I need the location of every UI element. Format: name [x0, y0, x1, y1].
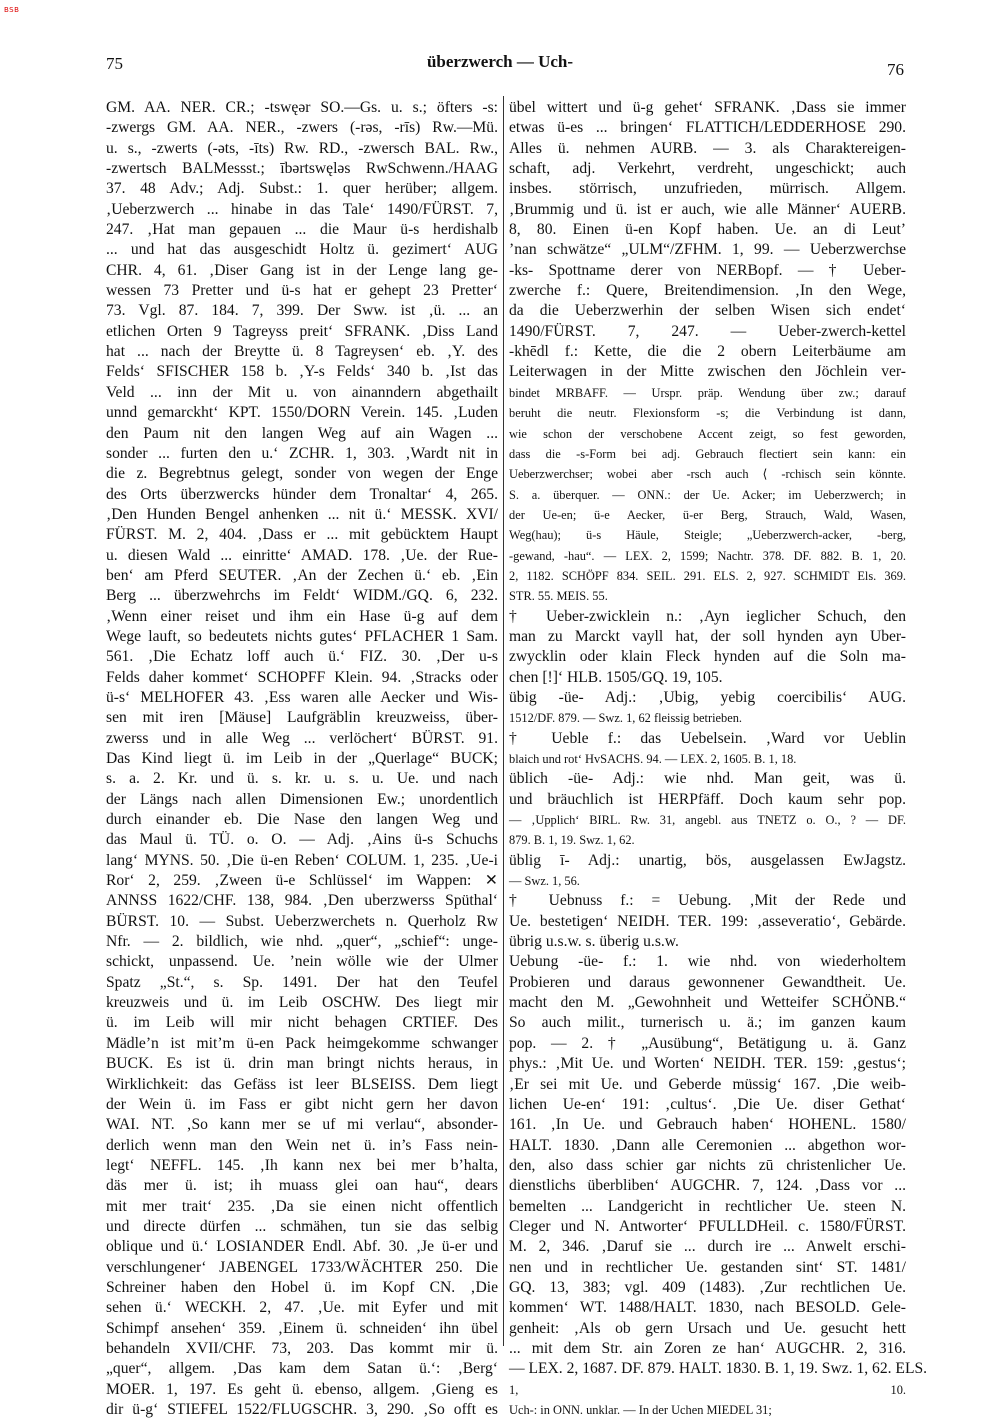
right-column [509, 98, 928, 1417]
left-column-line: Wirklichkeit: das Gefäss ist leer BLSEISS. Dem liegt [106, 1075, 498, 1093]
left-column-line: s. a. 2. Kr. und ü. s. kr. u. s. u. Ue. und nach [106, 770, 498, 788]
right-column-line: zwerche f.: Quere, Breitendimension. ‚In den Wege, [509, 282, 906, 300]
left-column-line: Berg ... überzwehrchs im Feldt‘ WIDM./GQ. 6, 232. [106, 587, 498, 605]
right-column-line: blaich und rot‘ HvSACHS. 94. — LEX. 2, 1605. B. 1, 18. [509, 752, 797, 766]
right-column-line: dienstlichs überbliben‘ AUGCHR. 7, 124. ‚Dass vor ... [509, 1177, 906, 1195]
right-column-line: † Uebnuss f.: = Uebung. ‚Mit der Rede und [509, 892, 906, 910]
left-column-line: dir ü-g‘ STIEFEL 1522/FLUGSCHR. 3, 290. ‚So offt es [106, 1401, 498, 1418]
right-column-line: Alles ü. nehmen AURB. — 3. als Charaktereigen- [509, 139, 906, 157]
left-column-line: CHR. 4, 61. ‚Diser Gang ist in der Lenge lang ge- [106, 261, 498, 279]
left-column-line: Veld ... inn der Mit u. von ainanndern abgethailt [106, 383, 498, 401]
right-column-line: insbes. störrisch, unzufrieden, mürrisch. Allgem. [509, 180, 906, 198]
right-column-line: Ueberzwerchser; wobei aber -rsch auch ⟨ -rchisch sein könnte. [509, 467, 906, 482]
left-column-line: legt‘ NEFFL. 145. ‚Ih kann nex bei mer b’halta, [106, 1156, 498, 1174]
right-column-line: etwas ü-es ... bringen‘ FLATTICH/LEDDERHOSE 290. [509, 119, 906, 137]
right-column-line: Cleger und N. Antworter‘ PFULLDHeil. c. 1580/FÜRST. [509, 1217, 906, 1235]
left-column-line: kreuzweis und ü. im Leib OSCHW. Des liegt mir [106, 994, 498, 1012]
left-column [106, 98, 498, 1418]
left-column-line: Mädle’n ist mit’m ü-en Pack heimgekomme schwanger [106, 1034, 498, 1052]
left-column-line: -zwertsch BALMessst.; ībərtswęləs RwSchwenn./HAAG [106, 160, 498, 178]
left-column-line: u. s., -zwerts (-əts, -īts) Rw. RD., -zwersch BAL. Rw., [106, 139, 498, 157]
right-column-line: da die Ueberzwerhin der selben Wisen sich endet‘ [509, 302, 906, 320]
right-column-line: man zu Marckt vayll hat, der soll hynden ayn Uber- [509, 627, 906, 645]
right-column-line: STR. 55. MEIS. 55. [509, 589, 608, 604]
left-column-line: „quer“, allgem. ‚Das kam dem Satan ü.‘: ‚Berg‘ [106, 1360, 498, 1378]
right-column-line: M. 2, 346. ‚Daruf sie ... durch ire ... Anwelt erschi- [509, 1238, 906, 1256]
left-column-line: oblique und ü.‘ LOSIANDER Endl. Abf. 30. ‚Je ü-er und [106, 1238, 498, 1256]
right-column-line: bemelten ... Landgericht in rechtlicher Ue. steen N. [509, 1197, 906, 1215]
right-column-line: genheit: ‚Als ob gern Ursach und Ue. gesucht hett [509, 1319, 906, 1337]
page-number-left: 75 [106, 54, 123, 73]
left-column-line: ‚Wenn einer reiset und ihm ein Hase ü-g auf dem [106, 607, 498, 625]
right-column-line: GQ. 13, 383; vgl. 409 (1483). ‚Zur rechtlichen Ue. [509, 1278, 906, 1296]
left-column-line: 561. ‚Die Echatz loff auch ü.‘ FIZ. 30. ‚Der u-s [106, 648, 498, 666]
left-column-line: däs mer ü. ist; ih muass glei oan hau“, dears [106, 1177, 498, 1195]
right-column-line: übrig u.s.w. s. überig u.s.w. [509, 933, 679, 951]
left-column-line: 73. Vgl. 87. 184. 7, 399. Der Sww. ist ‚ü. ... an [106, 302, 498, 320]
left-column-line: unnd gemarckht‘ KPT. 1550/DORN Verein. 145. ‚Luden [106, 404, 498, 422]
right-column-line: zwycklin oder klain Fleck hynden auf die Soln ma- [509, 648, 906, 666]
left-column-line: lang‘ MYNS. 50. ‚Die ü-en Reben‘ COLUM. 1, 235. ‚Ue-i [106, 851, 498, 869]
right-column-line: beruht die neutr. Flexionsform -s; die Verbindung ist dann, [509, 406, 906, 421]
right-column-line: Ue. bestetigen‘ NEIDH. TER. 199: ‚asseveratio‘, Gebärde. [509, 912, 906, 930]
left-column-line: etlichen Orten 9 Tagreyss preit‘ SFRANK. ‚Diss Land [106, 322, 498, 340]
left-column-line: Felds‘ SFISCHER 158 b. ‚Y-s Felds‘ 340 b. ‚Ist das [106, 363, 498, 381]
left-column-line: verschlungener‘ JABENGEL 1733/WÄCHTER 250. Die [106, 1258, 498, 1276]
left-column-line: ü. im Leib will mir nicht behagen CRTIEF. Des [106, 1014, 498, 1032]
right-column-line: -ks- Spottname derer von NERBopf. — † Ueber- [509, 261, 906, 279]
left-column-line: Nfr. — 2. bildlich, wie nhd. „quer“, „schief“: unge- [106, 933, 498, 951]
left-column-line: der Längs nach allen Dimensionen Ew.; unordentlich [106, 790, 498, 808]
left-column-line: ‚Ueberzwerch ... hinabe in das Tale‘ 1490/FÜRST. 7, [106, 200, 498, 218]
left-column-line: ANNSS 1622/CHF. 138, 984. ‚Den uberzwerss Spüthal‘ [106, 892, 498, 910]
right-column-line: bindet MRBAFF. — Urspr. präp. Wendung über zw.; darauf [509, 385, 906, 400]
left-column-line: Schimpf ansehen‘ 359. ‚Einem ü. schneiden‘ ihn übel [106, 1319, 498, 1337]
left-column-line: das Maul ü. TÜ. o. O. — Adj. ‚Ains ü-s Schuchs [106, 831, 498, 849]
right-column-line: — Swz. 1, 56. [509, 874, 580, 889]
left-column-line: BÜRST. 10. — Subst. Ueberzwerchets n. Querholz Rw [106, 912, 498, 930]
right-column-line: ‚Brummig und ü. ist er auch, wie alle Männer‘ AUERB. [509, 200, 906, 218]
left-column-line: Spatz „St.“, s. Sp. 1491. Der hat den Teufel [106, 973, 498, 991]
left-column-line: die z. Begrebtnus gelegt, sonder von wegen der Enge [106, 465, 498, 483]
left-column-line: Schreiner haben den Hobel ü. im Kopf CN. ‚Die [106, 1278, 498, 1296]
right-column-line: 879. B. 1, 19. Swz. 1, 62. [509, 833, 635, 848]
right-column-line: 1, 10. [509, 1382, 906, 1397]
right-column-line: ... mit dem Str. ain Zoren ze han‘ AUGCHR. 2, 316. [509, 1339, 906, 1357]
right-column-line: ‚Er sei mit Ue. und Geberde müssig‘ 167. ‚Die weib- [509, 1075, 906, 1093]
left-column-line: MOER. 1, 197. Es geht ü. ebenso, allgem. ‚Gieng es [106, 1380, 498, 1398]
right-column-line: dass die -s-Form bei adj. Gebrauch flectiert sein kann: ein [509, 446, 906, 461]
library-stamp: BSB [4, 6, 20, 14]
right-column-line: -khēdl f.: Kette, die die 2 obern Leiterbäume am [509, 343, 906, 361]
left-column-line: 37. 48 Adv.; Adj. Subst.: 1. quer herüber; allgem. [106, 180, 498, 198]
left-column-line: den Paum nit den langen Weg auf ain Wagen ... [106, 424, 498, 442]
left-column-line: sehen ü.‘ WECKH. 2, 47. ‚Ue. mit Eyfer und mit [106, 1299, 498, 1317]
right-column-line: -gewand, -hau“. — LEX. 2, 1599; Nachtr. 378. DF. 882. B. 1, 20. [509, 548, 906, 563]
right-column-line: 1512/DF. 879. — Swz. 1, 62 fleissig betrieben. [509, 711, 743, 726]
left-column-line: und directe dürfen ... schmähen, tun sie das selbig [106, 1217, 498, 1235]
left-column-line: der Wein ü. im Fass er gibt nicht gern her davon [106, 1095, 498, 1113]
left-column-line: ben‘ am Pferd SEUTER. ‚An der Zechen ü.‘ eb. ‚Ein [106, 566, 498, 584]
left-column-line: FÜRST. M. 2, 404. ‚Dass er ... mit gebücktem Haupt [106, 526, 498, 544]
left-column-line: ... und hat das ausgeschidt Holtz ü. gezimert‘ AUG [106, 241, 498, 259]
left-column-line: u. diesen Wald ... einritte‘ AMAD. 178. ‚Ue. der Rue- [106, 546, 498, 564]
right-column-line: — LEX. 2, 1687. DF. 879. HALT. 1830. B. 1, 19. Swz. 1, 62. ELS. [509, 1360, 928, 1378]
right-column-line: † Ueber-zwicklein n.: ‚Ayn ieglicher Schuch, den [509, 607, 906, 625]
right-column-line: So auch milit., turnerisch u. ä.; im ganzen kaum [509, 1014, 906, 1032]
left-column-line: derlich wenn man den Wein net ü. in’s Fass nein- [106, 1136, 498, 1154]
right-column-line: üblig ī- Adj.: unartig, bös, ausgelassen EwJagstz. [509, 851, 906, 869]
left-column-line: wessen 73 Pretter und ü-s hat er gehept 23 Pretter‘ [106, 282, 498, 300]
page-number-right: 76 [887, 60, 904, 79]
right-column-line: chen [!]‘ HLB. 1505/GQ. 19, 105. [509, 668, 723, 686]
right-column-line: Probieren und daraus gewonnener Gewandtheit. Ue. [509, 973, 906, 991]
right-column-line: nen und in rechtlicher Ue. gestanden sint‘ ST. 1481/ [509, 1258, 906, 1276]
right-column-line: 1490/FÜRST. 7, 247. — Ueber-zwerch-kettel [509, 322, 906, 340]
right-column-line: übig -üe- Adj.: ‚Ubig, yebig coercibilis‘ AUG. [509, 688, 906, 706]
left-column-line: WAI. NT. ‚So kann mer se uf mi verlau“, absonder- [106, 1116, 498, 1134]
right-column-line: den, also dass schier gar nichts zū christenlicher Ue. [509, 1156, 906, 1174]
right-column-line: und bräuchlich ist HERPfäff. Doch kaum sehr pop. [509, 790, 906, 808]
left-column-line: des Orts überzwercks hünder dem Tronaltar‘ 4, 265. [106, 485, 498, 503]
right-column-line: HALT. 1830. ‚Dann alle Ceremonien ... abgethon wor- [509, 1136, 906, 1154]
right-column-line: 161. ‚In Ue. und Gebrauch haben‘ HOHENL. 1580/ [509, 1116, 906, 1134]
right-column-line: Uch-: in ONN. unklar. — In der Uchen MIEDEL 31; [509, 1403, 772, 1417]
left-column-line: sen mit iren [Mäuse] Laufgräblin kreuzweiss, über- [106, 709, 498, 727]
left-column-line: Wege lauft, so bedeutets nichts gutes‘ PFLACHER 1 Sam. [106, 627, 498, 645]
right-column-line: üblich -üe- Adj.: wie nhd. Man geit, was ü. [509, 770, 906, 788]
right-column-line: Leiterwagen in der Mitte zwischen den Jöchlein ver- [509, 363, 906, 381]
left-column-line: hat ... nach der Breytte ü. 8 Tagreysen‘ eb. ‚Y. des [106, 343, 498, 361]
left-column-line: -zwergs GM. AA. NER., -zwers (-rəs, -rīs) Rw.—Mü. [106, 119, 498, 137]
left-column-line: durch einander eb. Die Nase den langen Weg und [106, 811, 498, 829]
left-column-line: Ror‘ 2, 259. ‚Zween ü-e Schlüssel‘ im Wappen: ✕ [106, 872, 498, 890]
left-column-line: mit mer trait‘ 235. ‚Da sie einen nicht offentlich [106, 1197, 498, 1215]
left-column-line: BUCK. Es ist ü. drin man bringt nichts heraus, in [106, 1055, 498, 1073]
right-column-line: — ‚Upplich‘ BIRL. Rw. 31, angebl. aus TNETZ o. O., ? — DF. [509, 813, 906, 828]
left-column-line: Das Kind liegt ü. im Leib in der „Querlage“ BUCK; [106, 750, 498, 767]
right-column-line: pop. — 2. † „Ausübung“, Betätigung u. ä. Ganz [509, 1034, 906, 1052]
right-column-line: ’nan schwätze“ „ULM“/ZFHM. 1, 99. — Ueberzwerchse [509, 241, 906, 259]
right-column-line: macht den M. „Gewohnheit und Wetteifer SCHÖNB.“ [509, 994, 906, 1012]
left-column-line: ü-s‘ MELHOFER 43. ‚Ess waren alle Aecker und Wis- [106, 688, 498, 706]
right-column-line: S. a. überquer. — ONN.: der Ue. Acker; im Ueberzwerch; in [509, 487, 906, 502]
running-header: überzwerch — Uch- [426, 52, 574, 71]
right-column-line: kommen‘ WT. 1488/HALT. 1830, nach BESOLD. Gele- [509, 1299, 906, 1317]
left-column-line: sonder ... furten den u.‘ ZCHR. 1, 303. ‚Wardt nit in [106, 444, 498, 462]
left-column-line: Felds daher kommet‘ SCHOPFF Klein. 94. ‚Stracks oder [106, 668, 498, 686]
right-column-line: † Ueble f.: das Uebelsein. ‚Ward vor Ueblin [509, 729, 906, 747]
left-column-line: behandeln XVII/CHF. 73, 203. Das kommt mir ü. [106, 1339, 498, 1357]
right-column-line: phys.: ‚Mit Ue. und Worten‘ NEIDH. TER. 159: ‚gestus‘; [509, 1055, 906, 1073]
right-column-line: 2, 1182. SCHÖPF 834. SEIL. 291. ELS. 2, 927. SCHMIDT Els. 369. [509, 568, 906, 583]
right-column-line: schaft, adj. Verkehrt, verdreht, ungeschickt; auch [509, 160, 906, 178]
right-column-line: der Ue-en; ü-e Aecker, ü-er Berg, Strauch, Wald, Wasen, [509, 507, 906, 522]
left-column-line: ‚Den Hunden Bengel anhenken ... nit ü.‘ MESSK. XVI/ [106, 505, 498, 523]
right-column-line: lichen Ue-en‘ 191: ‚cultus‘. ‚Die Ue. diser Gethat‘ [509, 1095, 906, 1113]
column-divider [503, 96, 504, 1346]
right-column-line: 8, 80. Einen ü-en Kopf haben. Ue. an di Leut’ [509, 221, 906, 239]
left-column-line: zwerss und in alle Weg ... verlöchert‘ BÜRST. 91. [106, 729, 498, 747]
right-column-line: Uebung -üe- f.: 1. wie nhd. von wiederholtem [509, 953, 906, 971]
left-column-line: 247. ‚Hat man gepauen ... die Maur ü-s herdishalb [106, 221, 498, 239]
left-column-line: schickt, unpassend. Ue. ’nein wölle wie der Ulmer [106, 953, 498, 971]
left-column-line: GM. AA. NER. CR.; -tswęər SO.—Gs. u. s.; öfters -s: [106, 99, 498, 116]
right-column-line: übel wittert und ü-g gehet‘ SFRANK. ‚Dass sie immer [509, 99, 906, 116]
right-column-line: wie schon der verschobene Accent zeigt, so fest geworden, [509, 426, 906, 441]
right-column-line: Weg(hau); ü-s Häule, Steigle; „Ueberzwerch-acker, -berg, [509, 528, 906, 543]
